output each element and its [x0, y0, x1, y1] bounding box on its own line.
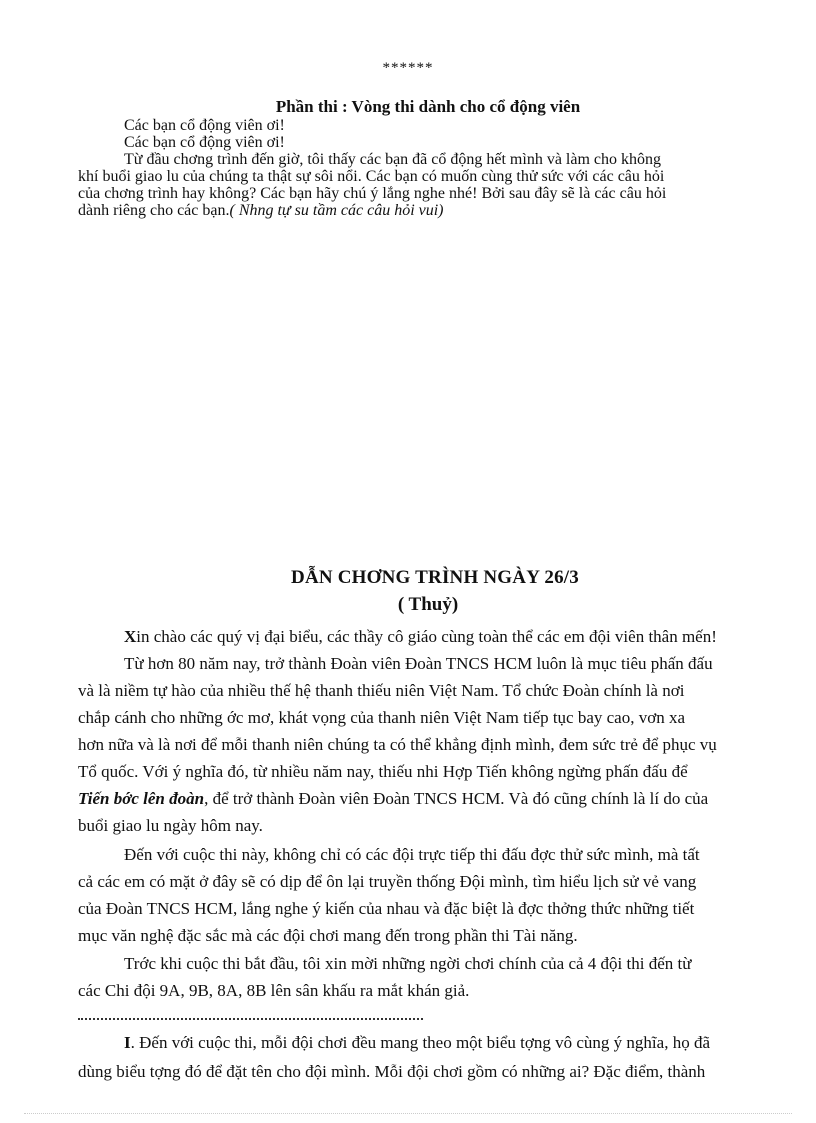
section1-last-normal: dành riêng cho các bạn. — [78, 202, 230, 219]
page-bottom-border — [24, 1113, 792, 1114]
section1-line-3: Từ đầu chơng trình đến giờ, tôi thấy các bạn đã cổ động hết mình và làm cho không — [124, 151, 662, 168]
paragraph-4-line: Trớc khi cuộc thi bắt đầu, tôi xin mời những ngời chơi chính của cả 4 đội thi đến từ — [124, 954, 692, 973]
section1-line-4: khí buổi giao lu của chúng ta thật sự sôi nổi. Các bạn có muốn cùng thử sức với các câu hỏi — [78, 168, 665, 185]
paragraph-3-line: cả các em có mặt ở đây sẽ có dịp để ôn lại truyền thống Đội mình, tìm hiểu lịch sử vẻ vang — [78, 872, 697, 891]
dotted-separator — [78, 1008, 423, 1020]
paragraph-3-line: Đến với cuộc thi này, không chỉ có các đội trực tiếp thi đấu đợc thử sức mình, mà tất — [124, 845, 700, 864]
section1-line-5: của chơng trình hay không? Các bạn hãy chú ý lắng nghe nhé! Bởi sau đây sẽ là các câu hỏi — [78, 185, 667, 202]
paragraph-2-line: Từ hơn 80 năm nay, trở thành Đoàn viên Đoàn TNCS HCM luôn là mục tiêu phấn đấu — [124, 654, 713, 673]
separator-stars: ****** — [382, 60, 434, 76]
paragraph-2-line: buổi giao lu ngày hôm nay. — [78, 816, 263, 835]
paragraph-2-line: Tổ quốc. Với ý nghĩa đó, từ nhiều năm nay, thiếu nhi Hợp Tiến không ngừng phấn đấu để — [78, 762, 688, 781]
paragraph-2-line: và là niềm tự hào của nhiều thế hệ thanh thiếu niên Việt Nam. Tổ chức Đoàn chính là nơi — [78, 681, 685, 700]
paragraph-4-line: các Chi đội 9A, 9B, 8A, 8B lên sân khấu ra mắt khán giả. — [78, 981, 470, 1000]
paragraph-1: Xin chào các quý vị đại biểu, các thầy cô giáo cùng toàn thể các em đội viên thân mến! — [124, 627, 717, 646]
section2-subtitle: ( Thuỷ) — [397, 594, 459, 615]
section1-line-2: Các bạn cổ động viên ơi! — [124, 134, 285, 151]
paragraph-3-line: mục văn nghệ đặc sắc mà các đội chơi mang đến trong phần thi Tài năng. — [78, 926, 578, 945]
section2-title: DẪN CHƠNG TRÌNH NGÀY 26/3 — [291, 567, 579, 588]
section1-line-1: Các bạn cổ động viên ơi! — [124, 117, 285, 134]
emphasis-text: Tiến bớc lên đoàn — [78, 789, 205, 808]
paragraph-2-line: Tiến bớc lên đoàn, để trở thành Đoàn viên Đoàn TNCS HCM. Và đó cũng chính là lí do của — [78, 789, 709, 808]
paragraph-5-line: dùng biểu tợng đó để đặt tên cho đội mình. Mỗi đội chơi gồm có những ai? Đặc điểm, thành — [78, 1062, 706, 1081]
section1-title: Phần thi : Vòng thi dành cho cổ động viên — [275, 97, 581, 116]
section1-last-italic: ( Nhng tự su tầm các câu hỏi vui) — [229, 202, 444, 219]
paragraph-2-line: hơn nữa và là nơi để mỗi thanh niên chúng ta có thể khẳng định mình, đem sức trẻ để phục vụ — [78, 735, 717, 754]
section1-line-6 — [78, 202, 778, 219]
paragraph-2-line: chắp cánh cho những ớc mơ, khát vọng của thanh niên Việt Nam tiếp tục bay cao, vơn xa — [78, 708, 686, 727]
paragraph-5-line: I. Đến với cuộc thi, mỗi đội chơi đều mang theo một biểu tợng vô cùng ý nghĩa, họ đã — [124, 1033, 710, 1052]
paragraph-3-line: của Đoàn TNCS HCM, lắng nghe ý kiến của nhau và đặc biệt là đợc thởng thức những tiết — [78, 899, 695, 918]
